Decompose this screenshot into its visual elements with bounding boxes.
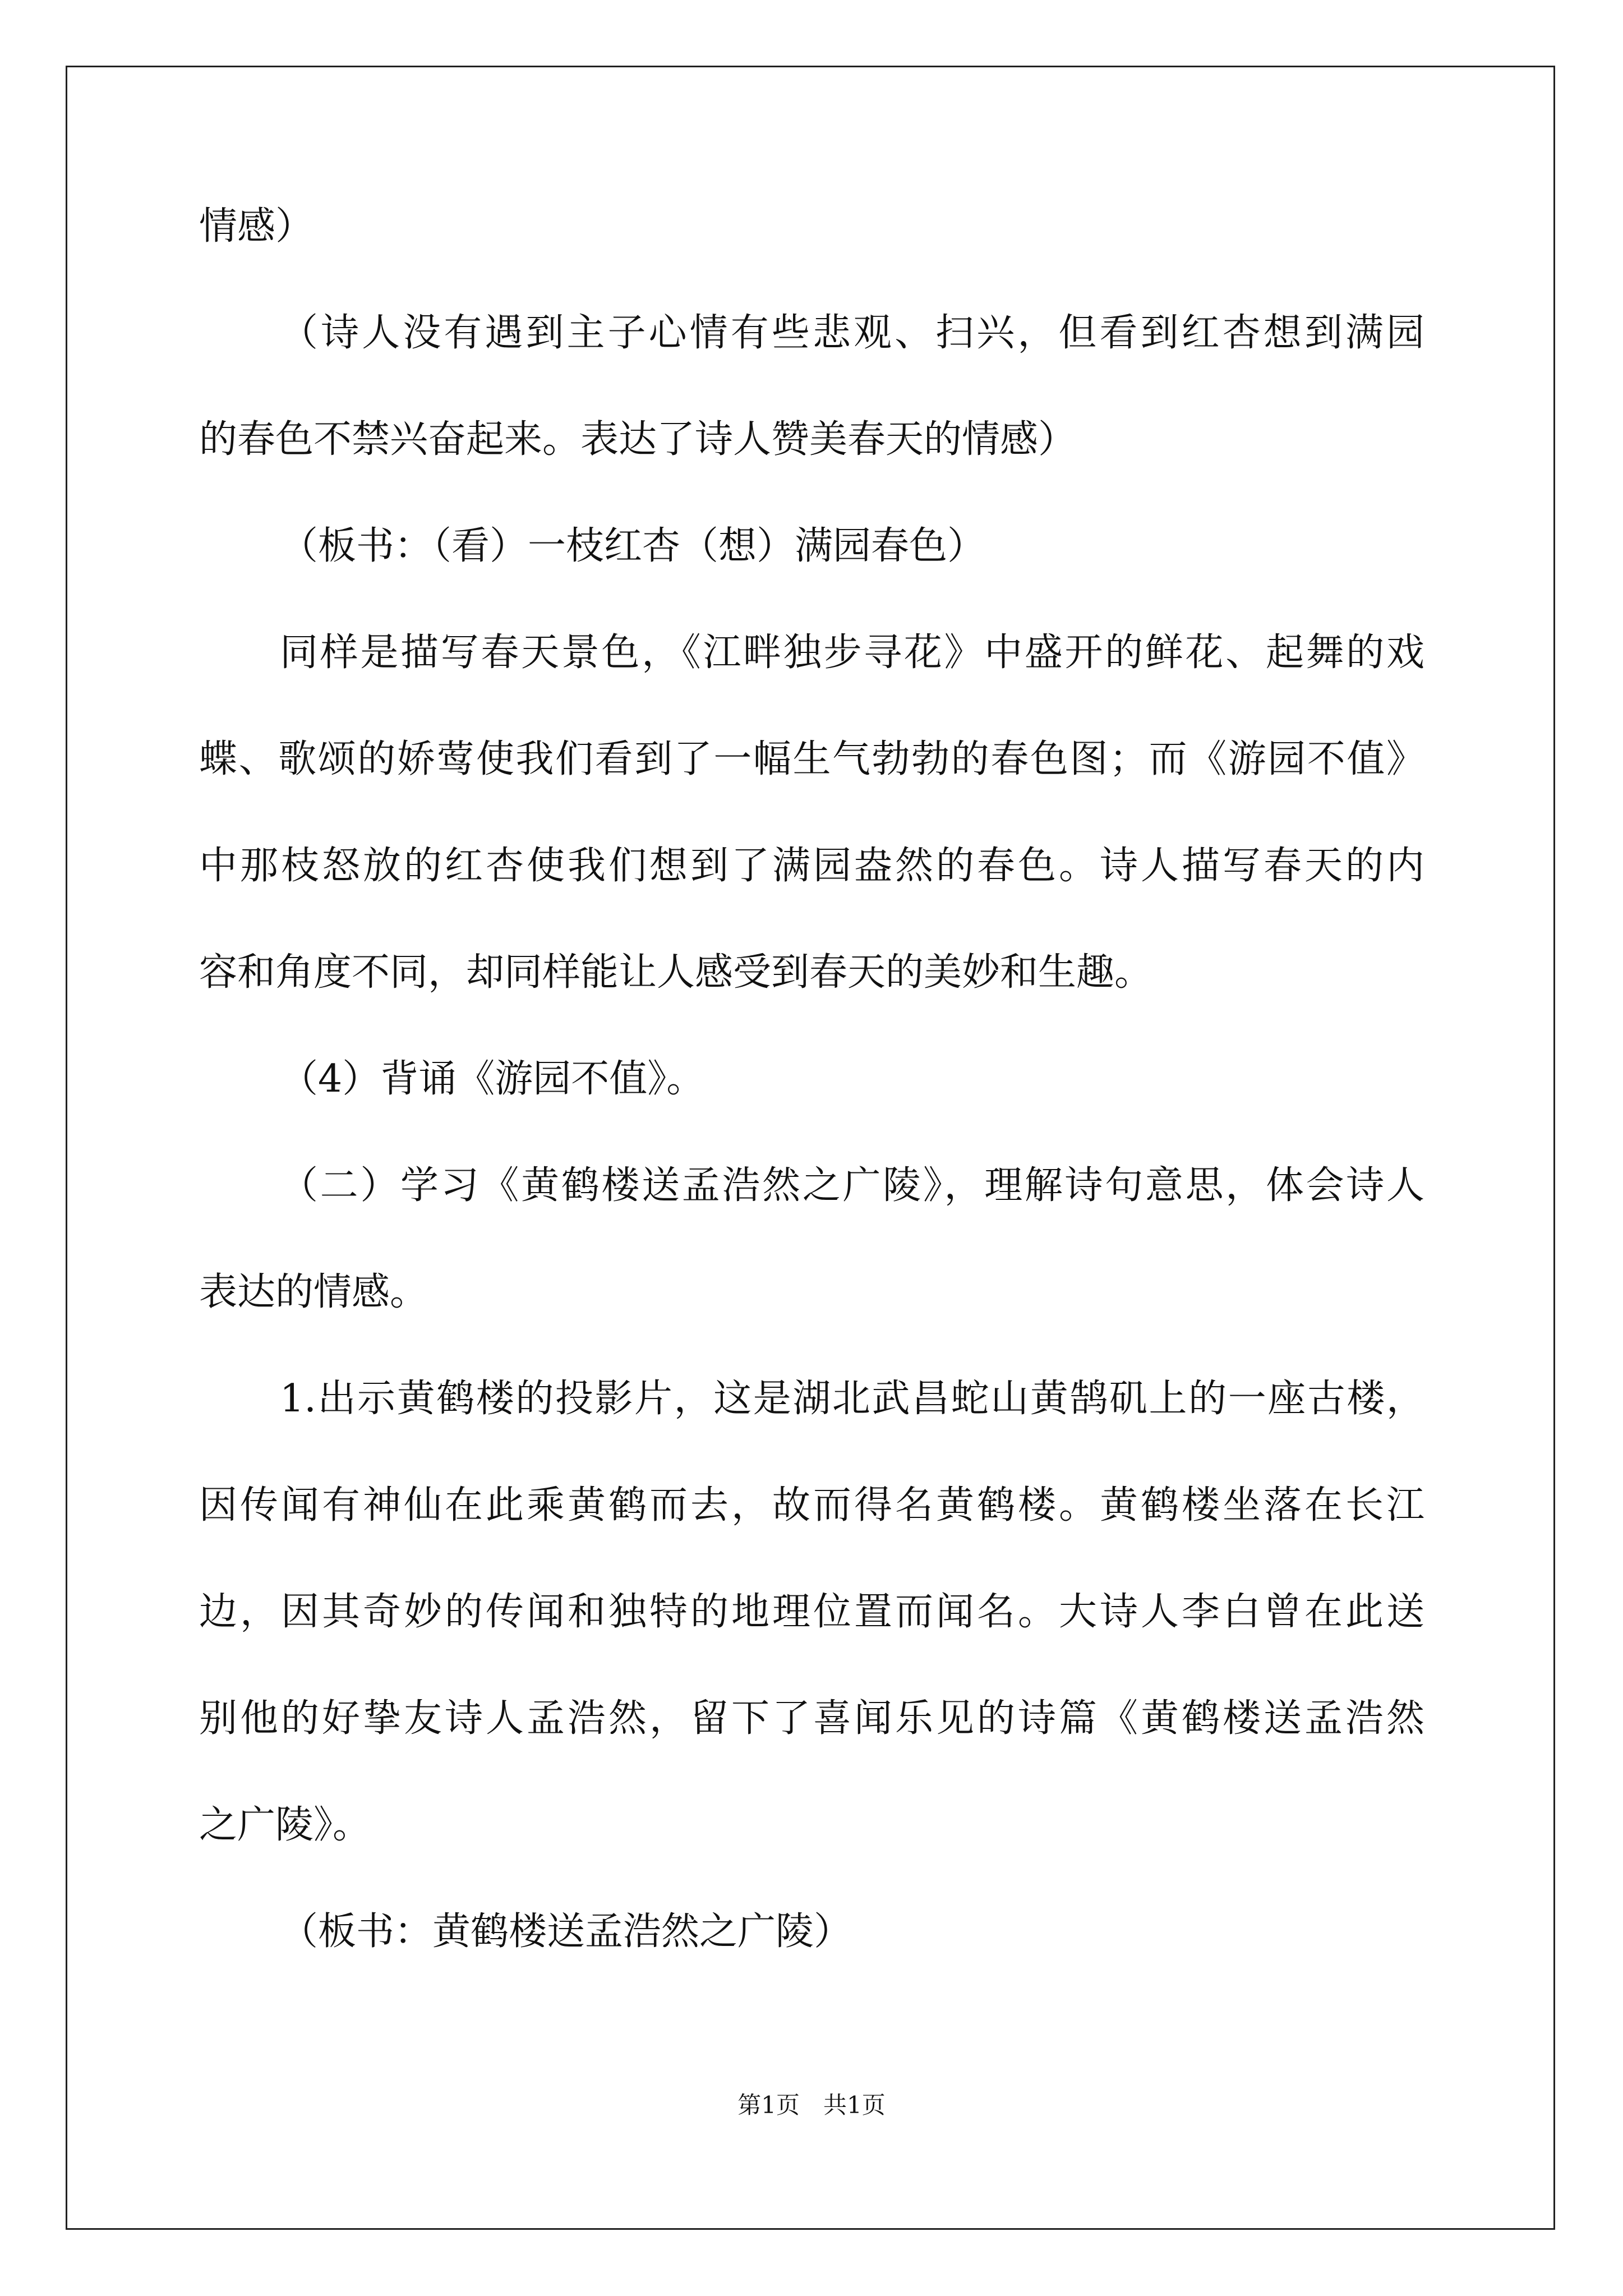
text-line: 同样是描写春天景色，《江畔独步寻花》中盛开的鲜花、起舞的戏 xyxy=(280,631,1424,675)
text-line: 因传闻有神仙在此乘黄鹤而去，故而得名黄鹤楼。黄鹤楼坐落在长江 xyxy=(199,1483,1424,1527)
text-line: （二）学习《黄鹤楼送孟浩然之广陵》，理解诗句意思，体会诗人 xyxy=(280,1163,1424,1208)
page-footer: 第1页 共1页 xyxy=(737,2091,886,2119)
text-line: 表达的情感。 xyxy=(199,1270,428,1314)
text-line: （板书：黄鹤楼送孟浩然之广陵） xyxy=(280,1910,852,1954)
text-line: 容和角度不同，却同样能让人感受到春天的美妙和生趣。 xyxy=(199,950,1153,995)
text-line: 边，因其奇妙的传闻和独特的地理位置而闻名。大诗人李白曾在此送 xyxy=(199,1590,1424,1634)
text-line: 的春色不禁兴奋起来。表达了诗人赞美春天的情感） xyxy=(199,417,1077,462)
text-line: 别他的好挚友诗人孟浩然，留下了喜闻乐见的诗篇《黄鹤楼送孟浩然 xyxy=(199,1696,1424,1741)
text-line: 之广陵》。 xyxy=(199,1803,371,1847)
text-line: （板书：（看）一枝红杏（想）满园春色） xyxy=(280,524,986,568)
text-line: 中那枝怒放的红杏使我们想到了满园盎然的春色。诗人描写春天的内 xyxy=(199,844,1424,888)
text-line: 蝶、歌颂的娇莺使我们看到了一幅生气勃勃的春色图；而《游园不值》 xyxy=(199,737,1424,781)
page-border xyxy=(66,66,1555,2230)
text-line: （4）背诵《游园不值》。 xyxy=(280,1057,705,1101)
text-line: 情感） xyxy=(199,204,314,249)
text-line: 1.出示黄鹤楼的投影片，这是湖北武昌蛇山黄鹄矶上的一座古楼， xyxy=(280,1377,1424,1421)
text-line: （诗人没有遇到主子心情有些悲观、扫兴，但看到红杏想到满园 xyxy=(280,311,1424,355)
